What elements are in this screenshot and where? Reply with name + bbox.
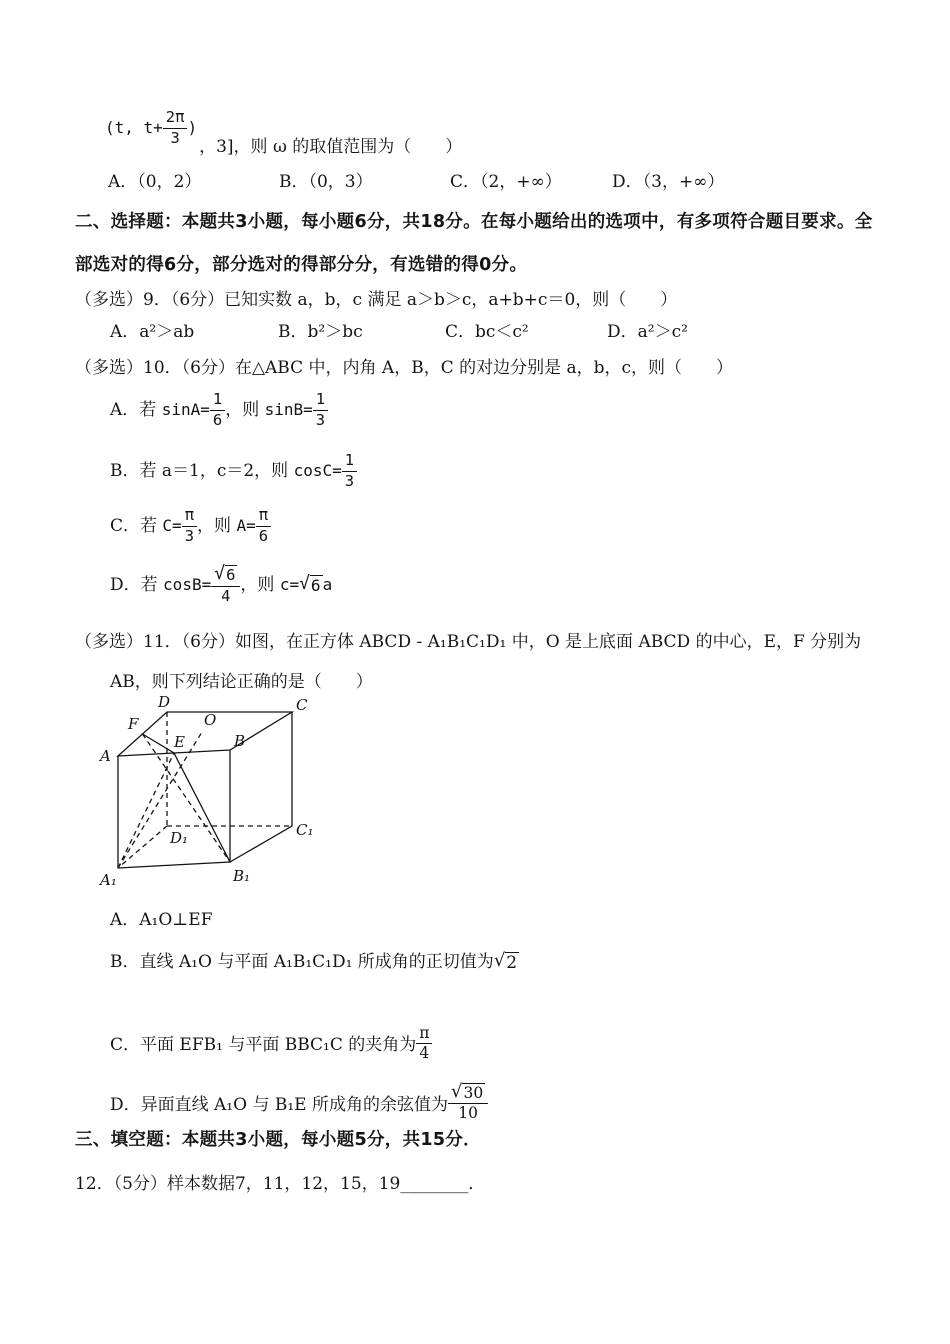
sqrt-6: √ 6 <box>214 563 236 585</box>
center-label-O: O <box>204 711 217 729</box>
q10a-eq2: sinB= <box>264 400 313 420</box>
q10c-mid: ，则 <box>197 515 237 536</box>
vertex-label-B1: B₁ <box>233 867 251 885</box>
fraction-pi-6: $\frac{\pi}{6}$ <box>256 507 271 544</box>
expr-open: (t, t+ <box>105 118 163 138</box>
q10-stem: （多选）10．（6分）在△ABC 中，内角 A，B，C 的对边分别是 a，b，c，则（ ） <box>75 358 734 378</box>
q10-option-c <box>110 500 271 552</box>
q10d-mid: ，则 <box>240 574 280 595</box>
q11-option-d <box>110 1062 488 1122</box>
q8-tail-text: ，3]，则 ω 的取值范围为（ ） <box>199 137 463 158</box>
q10c-pre: C．若 <box>110 515 163 536</box>
q9-options-row <box>75 320 885 346</box>
sqrt-30: √ 30 <box>451 1080 484 1102</box>
sqrt-2: √ 2 <box>493 949 518 973</box>
vertex-label-A1: A₁ <box>100 871 117 889</box>
q11-option-b <box>110 944 519 980</box>
vertex-label-C: C <box>296 696 308 714</box>
q10-option-d <box>110 556 332 614</box>
fraction-pi-4: $\frac{\pi}{4}$ <box>416 1025 432 1062</box>
sqrt-6b: √ 6 <box>299 573 321 596</box>
q10a-pre: A．若 <box>110 399 162 420</box>
fraction-sqrt30-10: √ 30 10 <box>448 1083 488 1122</box>
q10b-pre: B．若 a＝1，c＝2，则 <box>110 460 294 481</box>
q9-stem: （多选）9．（6分）已知实数 a，b，c 满足 a＞b＞c，a+b+c＝0，则（ ） <box>75 290 678 310</box>
edge-D1A1-hidden <box>118 826 167 868</box>
fraction-1-6: $\frac{1}{6}$ <box>210 391 225 428</box>
cube-front-edges <box>118 750 230 868</box>
q11b-pre: B．直线 A₁O 与平面 A₁B₁C₁D₁ 所成角的正切值为 <box>110 951 494 972</box>
point-label-F: F <box>128 715 139 733</box>
vertex-label-D: D <box>158 694 171 711</box>
q10d-pre: D．若 <box>110 574 164 595</box>
q9-option-a: A．a²＞ab <box>110 322 195 342</box>
fraction-1-3b: $\frac{1}{3}$ <box>342 452 357 489</box>
q12-stem: 12．（5分）样本数据7，11，12，15，19________． <box>75 1174 486 1194</box>
q8-option-b: B．（0，3） <box>279 172 373 192</box>
q10b-eq1: cosC= <box>293 461 342 481</box>
vertex-label-D1: D₁ <box>170 829 189 847</box>
q9-option-c: C．bc＜c² <box>445 322 529 342</box>
q10d-eq2: c= <box>279 575 300 595</box>
point-label-E: E <box>174 733 185 751</box>
fraction-sqrt6-4: √ 6 4 <box>211 565 240 604</box>
fraction-1-3: $\frac{1}{3}$ <box>313 391 328 428</box>
q10a-mid: ，则 <box>225 399 265 420</box>
q11-option-c <box>110 1000 432 1062</box>
q11c-pre: C．平面 EFB₁ 与平面 BBC₁C 的夹角为 <box>110 1035 417 1056</box>
aux-A1O-hidden <box>118 732 202 868</box>
q8-options-row <box>75 170 885 196</box>
q9-option-b: B．b²＞bc <box>278 322 363 342</box>
q9-option-d: D．a²＞c² <box>607 322 688 342</box>
vertex-label-B: B <box>234 732 246 750</box>
q11-option-a: A．A₁O⊥EF <box>110 910 213 930</box>
q11-stem-line2: AB，则下列结论正确的是（ ） <box>110 672 373 692</box>
q8-option-c: C．（2，+∞） <box>450 172 562 192</box>
fraction-2pi-3: $\frac{2\pi}{3}$ <box>163 109 188 146</box>
q10a-eq1: sinA= <box>161 400 210 420</box>
q8-expression-line <box>105 96 462 160</box>
q10-option-b <box>110 448 357 494</box>
fraction-pi-3: $\frac{\pi}{3}$ <box>182 507 197 544</box>
cube-figure <box>98 694 328 899</box>
q8-option-a: A．（0，2） <box>108 172 202 192</box>
q11-stem-line1: （多选）11．（6分）如图，在正方体 ABCD - A₁B₁C₁D₁ 中，O 是上底面 ABCD 的中心，E，F 分别为 <box>75 632 862 652</box>
cube-figure-svg <box>98 694 328 894</box>
section2-header-line1: 二、选择题：本题共3小题，每小题6分，共18分。在每小题给出的选项中，有多项符合题目要求。全 <box>75 212 873 232</box>
q8-option-d: D．（3，+∞） <box>612 172 725 192</box>
vertex-label-A: A <box>100 747 111 765</box>
expr-close: ) <box>187 118 198 138</box>
section2-header-line2: 部选对的得6分，部分选对的得部分分，有选错的得0分。 <box>75 255 528 275</box>
vertex-label-C1: C₁ <box>296 821 314 839</box>
q10d-tail: a <box>322 575 333 595</box>
aux-A1E-hidden <box>118 753 174 868</box>
q11d-pre: D．异面直线 A₁O 与 B₁E 所成角的余弦值为 <box>110 1095 448 1116</box>
q10c-eq2: A= <box>236 516 256 536</box>
q10d-eq1: cosB= <box>163 575 212 595</box>
q10c-eq1: C= <box>162 516 182 536</box>
q10-option-a <box>110 386 328 434</box>
section3-header: 三、填空题：本题共3小题，每小题5分，共15分． <box>75 1130 481 1150</box>
q8-math-expression <box>105 109 197 146</box>
